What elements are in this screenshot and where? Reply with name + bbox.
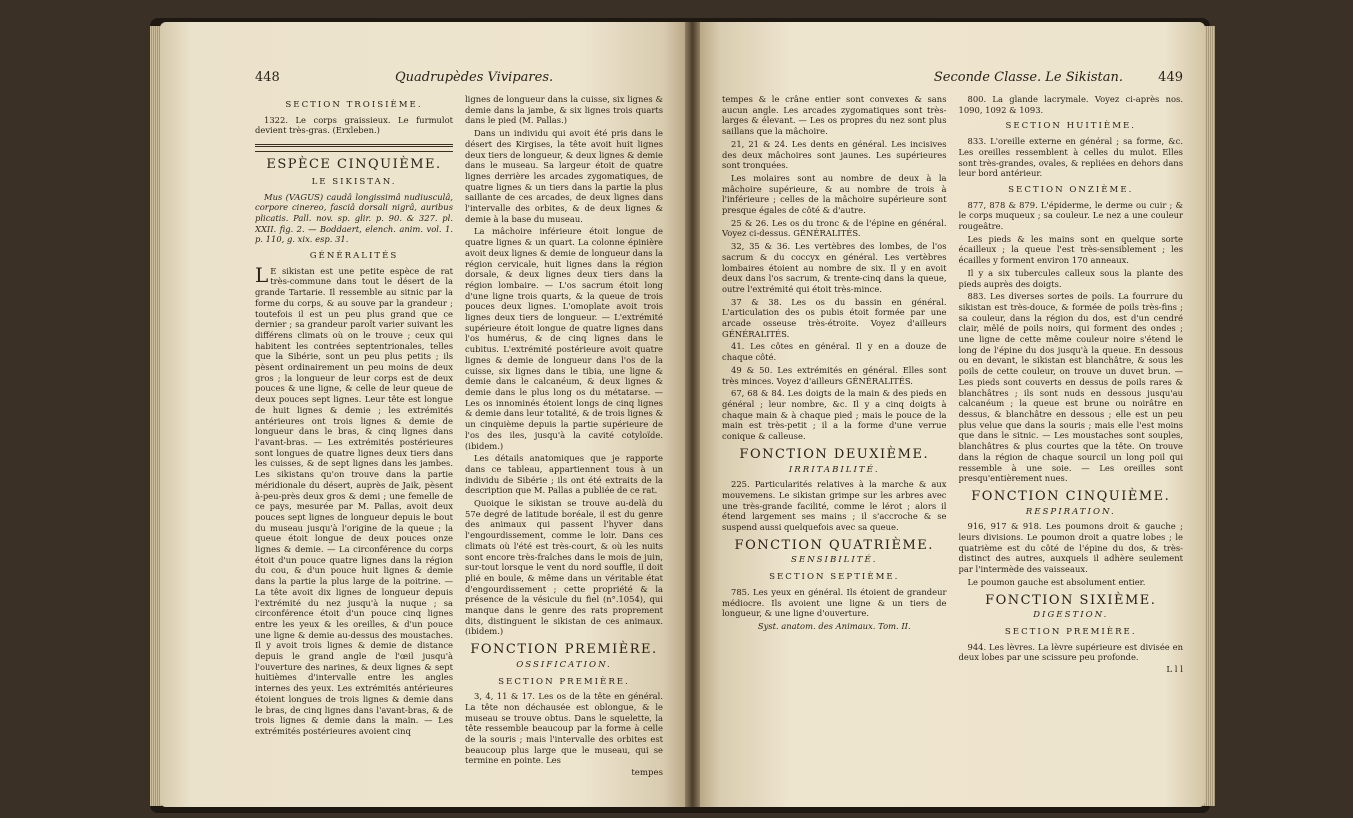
left-page-number: 448 [255, 70, 280, 85]
paragraph: E sikistan est une petite espèce de rat très-commune dans tout le désert de la grande Tartarie. Il ressemble au sitnic par la forme du corps, & au souve par la grandeur ; toutefois il est un peu plus grand que ce dernier ; sa grandeur paroît varier suivant les différens climats où on le trouve ; ceux qui habitent les contrées septentrionales, telles que la Sibérie, sont un peu plus petits ; ils pèsent ordinairement un peu moins de deux gros ; la longueur de leur corps est de deux pouces & une ligne, & celle de leur queue de deux pouces sept lignes. Leur tête est longue de huit lignes & demie ; les extrémités antérieures ont trois lignes & demie de longueur dans le bras, & cinq lignes dans l'avant-bras. — Les extrémités postérieures sont longues de quatre lignes deux tiers dans les cuisses, & de sept lignes dans les jambes. Les sikistans qu'on trouve dans la partie méridionale du désert, auprès de Jaik, pèsent à-peu-près deux gros & demi ; une femelle de ce pays, mesurée par M. Pallas, avoit deux pouces sept lignes de longueur depuis le bout du museau jusqu'à l'origine de la queue ; la queue étoit longue de deux pouces onze lignes & demie. — La circonférence du corps étoit d'un pouce quatre lignes dans la région du cou, & d'un pouce huit lignes & demie dans la partie la plus large de la poitrine. — La tête avoit dix lignes de longueur depuis l'extrémité du nez jusqu'à la nuque ; sa circonférence étoit d'un pouce cinq lignes entre les yeux & les oreilles, & d'un pouce une ligne & demie au-dessus des moustaches. Il y avoit trois lignes & demie de distance depuis le grand angle de l'œil jusqu'à l'ouverture des narines, & deux lignes & sept huitièmes d'intervalle entre les angles internes des yeux. Les extrémités antérieures étoient longues de trois lignes & demie dans le bras, de cinq lignes dans l'avant-bras, & de trois lignes & demie dans la main. — Les extrémités postérieures avoient cinq [255, 265, 453, 736]
subheading: RESPIRATION. [1025, 506, 1116, 517]
subheading: OSSIFICATION. [516, 659, 612, 670]
paragraph: 32, 35 & 36. Les vertèbres des lombes, de l'os sacrum & du coccyx en général. Les vertèbres lombaires étoient au nombre de six. Il y en avoit deux dans l'os sacrum, & trente-cinq dans la queue, outre l'extrémité qui étoit très-mince. [722, 241, 947, 294]
paragraph: 883. Les diverses sortes de poils. La fourrure du sikistan est très-douce, & formée de poils très-fins ; sa couleur, dans la région du dos, est d'un cendré clair, mêlé de poils noirs, qui forment des ondes ; une ligne de cette même couleur noire s'étend le long de l'épine du dos jusqu'à la queue. En dessous ou en devant, le sikistan est blanchâtre, & sous les poils de cette couleur, on trouve un duvet brun. — Les pieds sont couverts en dessus de poils rares & blanchâtres ; ils sont nuds en dessous jusqu'au calcanéum ; la queue est brune ou noirâtre en dessus, & blanchâtre en dessous ; elle est un peu plus velue que dans la souris ; mais elle l'est moins que dans le sitnic. — Les moustaches sont souples, blanchâtres & plus courtes que la tête. On trouve dans la région de chaque sourcil un long poil qui ressemble à une soie. — Les oreilles sont presqu'entièrement nues. [958, 291, 1183, 484]
paragraph: 944. Les lèvres. La lèvre supérieure est divisée en deux lobes par une scissure peu profonde. [958, 641, 1183, 663]
synonymy: Mus (VAGUS) caudâ longissimâ nudiusculâ, corpore cinereo, fasciâ dorsali nigrâ, auribus plicatis. Pall. nov. sp. glir. p. 90. & 327. pl. XXII. fig. 2. — Boddaert, elench. anim. vol. 1. p. 110, g. xix. esp. 31. [255, 191, 453, 245]
right-page [700, 22, 1205, 807]
paragraph: 3, 4, 11 & 17. Les os de la tête en général. La tête non déchausée est oblongue, & le museau se trouve obtus. Dans le squelette, la tête ressemble beaucoup par la forme à celle de la souris ; mais l'intervalle des orbites est beaucoup plus large que le museau, qui se termine en pointe. Les [465, 691, 663, 766]
book-gutter [685, 22, 700, 807]
paragraph: Quoique le sikistan se trouve au-delà du 57e degré de latitude boréale, il est du genre des animaux qui passent l'hyver dans l'engourdissement, comme le loir. Dans ces climats où l'été est très-court, & où les nuits sont encore très-fraîches dans le mois de juin, sur-tout lorsque le vent du nord souffle, il doit plié en boule, & même dans un véritable état d'engourdissement ; cette propriété & la présence de la vésicule du fiel (n°.1054), qui manque dans le genre des rats proprement dits, distinguent le sikistan de ces animaux. (ibidem.) [465, 498, 663, 637]
fonction-heading: FONCTION SIXIÈME. [985, 592, 1157, 608]
right-page-number: 449 [1158, 70, 1183, 85]
paragraph: 25 & 26. Les os du tronc & de l'épine en général. Voyez ci-dessus. GÉNÉRALITÉS. [722, 217, 947, 239]
paragraph: 785. Les yeux en général. Ils étoient de grandeur médiocre. Ils avoient une ligne & un tiers de longueur, & une ligne d'ouverture. [722, 586, 947, 619]
left-running-title: Quadrupèdes Vivipares. [395, 70, 554, 85]
subheading: IRRITABILITÉ. [788, 464, 880, 475]
species-name: LE SIKISTAN. [311, 176, 397, 187]
footer-title: Syst. anatom. des Animaux. Tom. II. [757, 620, 911, 631]
paragraph: 1322. Le corps graissieux. Le furmulot devient très-gras. (Erxleben.) [255, 114, 453, 136]
paragraph: 21, 21 & 24. Les dents en général. Les incisives des deux mâchoires sont jaunes. Les supérieures sont tronquées. [722, 138, 947, 171]
subheading: DIGESTION. [1033, 610, 1109, 621]
paragraph: Les molaires sont au nombre de deux à la mâchoire supérieure, & au nombre de trois à l'inférieure ; celles de la mâchoire supérieure sont presque égales de côté & d'autre. [722, 172, 947, 216]
paragraph: Le poumon gauche est absolument entier. [967, 576, 1146, 587]
paragraph: 800. La glande lacrymale. Voyez ci-après nos. 1090, 1092 & 1093. [958, 94, 1183, 115]
paragraph: 225. Particularités relatives à la marche & aux mouvemens. Le sikistan grimpe sur les arbres avec une très-grande facilité, comme le lérot ; alors il étend largement ses mains ; il s'accroche & se suspend aussi quelquefois avec sa queue. [722, 479, 947, 533]
right-running-title: Seconde Classe. Le Sikistan. [933, 70, 1123, 85]
section-heading: SECTION HUITIÈME. [1005, 121, 1136, 132]
paragraph: 833. L'oreille externe en général ; sa forme, &c. Les oreilles ressemblent à celles du mulot. Elles sont très-grandes, ovales, & repliées en dehors dans leur bord antérieur. [958, 136, 1183, 179]
paragraph: 41. Les côtes en général. Il y en a douze de chaque côté. [722, 341, 947, 363]
paragraph: 49 & 50. Les extrémités en général. Elles sont très minces. Voyez d'ailleurs GÉNÉRALITÉS. [722, 364, 947, 386]
subheading: SENSIBILITÉ. [790, 555, 878, 566]
right-column-2 [959, 94, 1184, 787]
fonction-heading: FONCTION DEUXIÈME. [739, 446, 930, 462]
divider [255, 144, 453, 147]
left-column-2 [465, 94, 663, 787]
paragraph: Il y a six tubercules calleux sous la plante des pieds auprès des doigts. [958, 267, 1183, 289]
paragraph: Dans un individu qui avoit été pris dans le désert des Kirgises, la tête avoit huit lignes deux tiers de longueur, & deux lignes & demie dans le museau. Sa largeur étoit de quatre lignes derrière les arcades zygomatiques, de quatre lignes & un tiers dans la partie la plus saillante de ces arcades, de deux lignes dans l'intervalle des orbites, & de deux lignes & demie à la base du museau. [465, 128, 663, 224]
section-heading: SECTION SEPTIÈME. [769, 572, 900, 583]
paragraph: 37 & 38. Les os du bassin en général. L'articulation des os pubis étoit formée par une arcade osseuse très-étroite. Voyez d'ailleurs GÉNÉRALITÉS. [722, 296, 947, 339]
paragraph: Les pieds & les mains sont en quelque sorte écailleux ; la queue l'est très-sensiblement ; les écailles y forment environ 170 anneaux. [958, 233, 1183, 266]
paragraph: 877, 878 & 879. L'épiderme, le derme ou cuir ; & le corps muqueux ; sa couleur. Le nez a une couleur rougeâtre. [958, 199, 1183, 232]
espece-title: ESPÈCE CINQUIÈME. [266, 157, 442, 173]
signature-mark: L l l [1166, 665, 1183, 676]
section-heading: SECTION PREMIÈRE. [1004, 626, 1137, 637]
catchword: tempes [631, 768, 663, 779]
section-heading: SECTION PREMIÈRE. [498, 676, 630, 687]
paragraph: 67, 68 & 84. Les doigts de la main & des pieds en général ; leur nombre, &c. Il y a cinq doigts à chaque main & à chaque pied ; mais le pouce de la main est très-petit ; il a la forme d'une verrue conique & calleuse. [722, 388, 947, 442]
paragraph: Les détails anatomiques que je rapporte dans ce tableau, appartiennent tous à un individu de Sibérie ; ils ont été extraits de la description que M. Pallas a publiée de ce rat. [465, 453, 663, 496]
section-heading: SECTION TROISIÈME. [285, 100, 423, 110]
fonction-heading: FONCTION QUATRIÈME. [734, 537, 934, 553]
fonction-heading: FONCTION PREMIÈRE. [470, 642, 658, 658]
paragraph: La mâchoire inférieure étoit longue de quatre lignes & un quart. La colonne épinière avoit deux lignes & demie de longueur dans la région cervicale, huit lignes dans la région dorsale, & deux lignes deux tiers dans la région lombaire. — L'os sacrum étoit long d'une ligne trois quarts, & la queue de trois pouces deux lignes. L'omoplate avoit trois lignes deux tiers de longueur. — L'extrémité supérieure étoit longue de quatre lignes dans l'os humérus, & de cinq lignes dans le cubitus. L'extrémité postérieure avoit quatre lignes & demie de longueur dans l'os de la cuisse, six lignes dans le tibia, une ligne & demie dans le calcanéum, & deux lignes & demie dans le plus long os du métatarse. — Les os innominés étoient longs de cinq lignes & demie dans leur totalité, & de trois lignes & un cinquième depuis la partie supérieure de l'os des iles, jusqu'à la cavité cotyloïde. (ibidem.) [465, 226, 663, 451]
right-column-1 [722, 94, 947, 787]
divider [255, 151, 453, 152]
paragraph: lignes de longueur dans la cuisse, six lignes & demie dans la jambe, & six lignes trois quarts dans le pied (M. Pallas.) [465, 94, 663, 126]
section-heading: SECTION ONZIÈME. [1008, 184, 1134, 195]
drop-cap: L [255, 262, 269, 287]
generalites-heading: GÉNÉRALITÉS [309, 251, 399, 262]
paragraph: 916, 917 & 918. Les poumons droit & gauche ; leurs divisions. Le poumon droit a quatre lobes ; le quatrième est du côté de l'épine du dos, & très-distinct des autres, auxquels il adhère seulement par l'intermède des vaisseaux. [958, 521, 1183, 575]
left-column-1 [255, 94, 453, 787]
left-page [160, 22, 685, 807]
fonction-heading: FONCTION CINQUIÈME. [971, 488, 1171, 504]
paragraph: tempes & le crâne entier sont convexes & sans aucun angle. Les arcades zygomatiques sont très-larges & élevant. — Les os propres du nez sont plus saillans que la mâchoire. [722, 94, 947, 137]
